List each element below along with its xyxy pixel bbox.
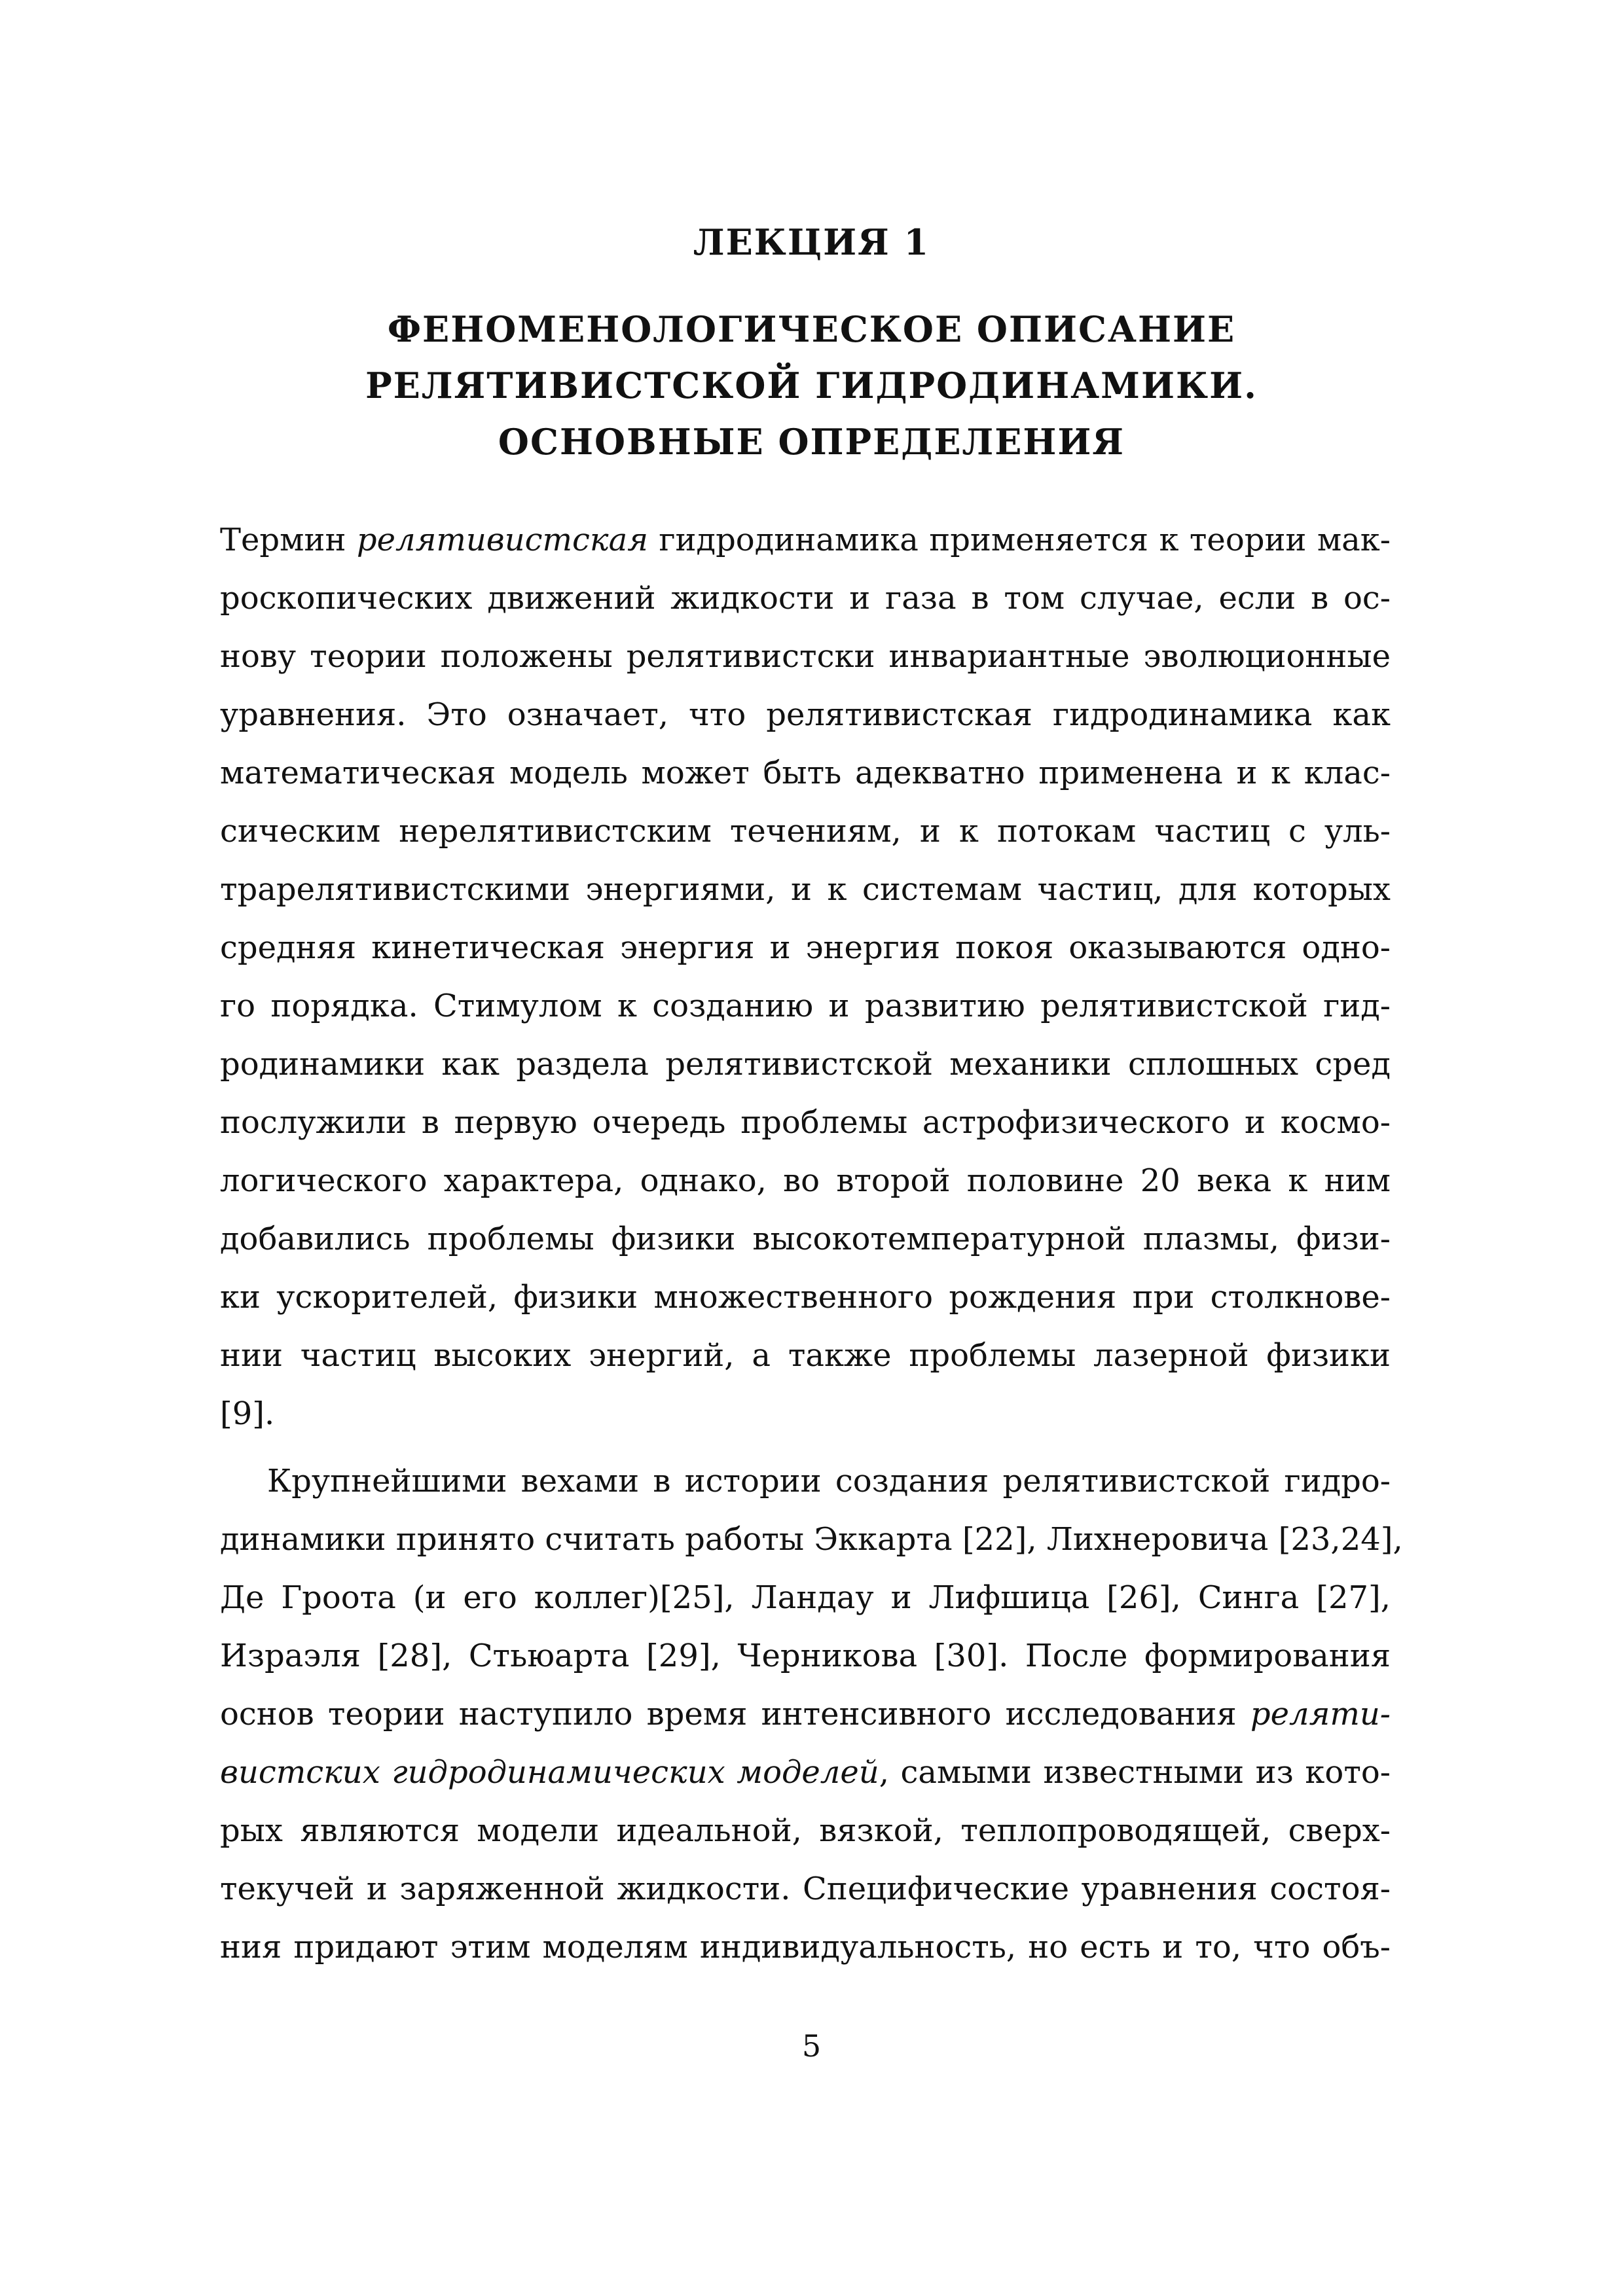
body-line: нии частиц высоких энергий, а также проблемы лазерной физики xyxy=(220,1337,1391,1374)
body-line: нову теории положены релятивистски инвариантные эволюционные xyxy=(220,638,1391,675)
body-line: добавились проблемы физики высокотемпературной плазмы, физи- xyxy=(220,1221,1391,1257)
body-line: Термин релятивистская гидродинамика применяется к теории мак- xyxy=(220,522,1391,558)
emphasis-term: релятивистская xyxy=(356,522,648,558)
body-line: трарелятивистскими энергиями, и к системам частиц, для которых xyxy=(220,871,1391,908)
chapter-title-line: РЕЛЯТИВИСТСКОЙ ГИДРОДИНАМИКИ. xyxy=(365,365,1258,406)
emphasis-term: вистских гидродинамических моделей xyxy=(220,1754,879,1791)
body-line: логического характера, однако, во второй половине 20 века к ним xyxy=(220,1162,1391,1199)
lecture-number: ЛЕКЦИЯ 1 xyxy=(693,221,930,263)
body-line: основ теории наступило время интенсивного исследования реляти- xyxy=(220,1696,1391,1732)
chapter-title xyxy=(0,301,1623,470)
body-line: рых являются модели идеальной, вязкой, теплопроводящей, сверх- xyxy=(220,1812,1391,1849)
body-line: роскопических движений жидкости и газа в том случае, если в ос- xyxy=(220,580,1391,617)
body-line: родинамики как раздела релятивистской механики сплошных сред xyxy=(220,1046,1391,1083)
body-line: ния придают этим моделям индивидуальность, но есть и то, что объ- xyxy=(220,1929,1391,1965)
body-line: го порядка. Стимулом к созданию и развитию релятивистской гид- xyxy=(220,988,1391,1024)
body-line: послужили в первую очередь проблемы астрофизического и космо- xyxy=(220,1104,1391,1141)
body-line: [9]. xyxy=(220,1395,275,1432)
body-line: динамики принято считать работы Эккарта [22], Лихнеровича [23,24], xyxy=(220,1521,1403,1558)
body-line: уравнения. Это означает, что релятивистская гидродинамика как xyxy=(220,696,1391,733)
page-number: 5 xyxy=(801,2028,822,2064)
body-line: математическая модель может быть адекватно применена и к клас- xyxy=(220,755,1391,791)
body-line: сическим нерелятивистским течениям, и к потокам частиц с уль- xyxy=(220,813,1391,850)
body-line: Израэля [28], Стьюарта [29], Черникова [30]. После формирования xyxy=(220,1638,1391,1674)
body-line: вистских гидродинамических моделей, самыми известными из кото- xyxy=(220,1754,1391,1791)
body-line: средняя кинетическая энергия и энергия покоя оказываются одно- xyxy=(220,929,1391,966)
chapter-title-line: ФЕНОМЕНОЛОГИЧЕСКОЕ ОПИСАНИЕ xyxy=(387,308,1236,350)
chapter-title-line: ОСНОВНЫЕ ОПРЕДЕЛЕНИЯ xyxy=(498,421,1125,463)
body-line: ки ускорителей, физики множественного рождения при столкнове- xyxy=(220,1279,1391,1316)
emphasis-term: реляти- xyxy=(1250,1696,1391,1732)
body-line: Де Гроота (и его коллег)[25], Ландау и Лифшица [26], Синга [27], xyxy=(220,1579,1391,1616)
body-line: Крупнейшими вехами в истории создания релятивистской гидро- xyxy=(267,1463,1391,1499)
body-line: текучей и заряженной жидкости. Специфические уравнения состоя- xyxy=(220,1871,1391,1907)
